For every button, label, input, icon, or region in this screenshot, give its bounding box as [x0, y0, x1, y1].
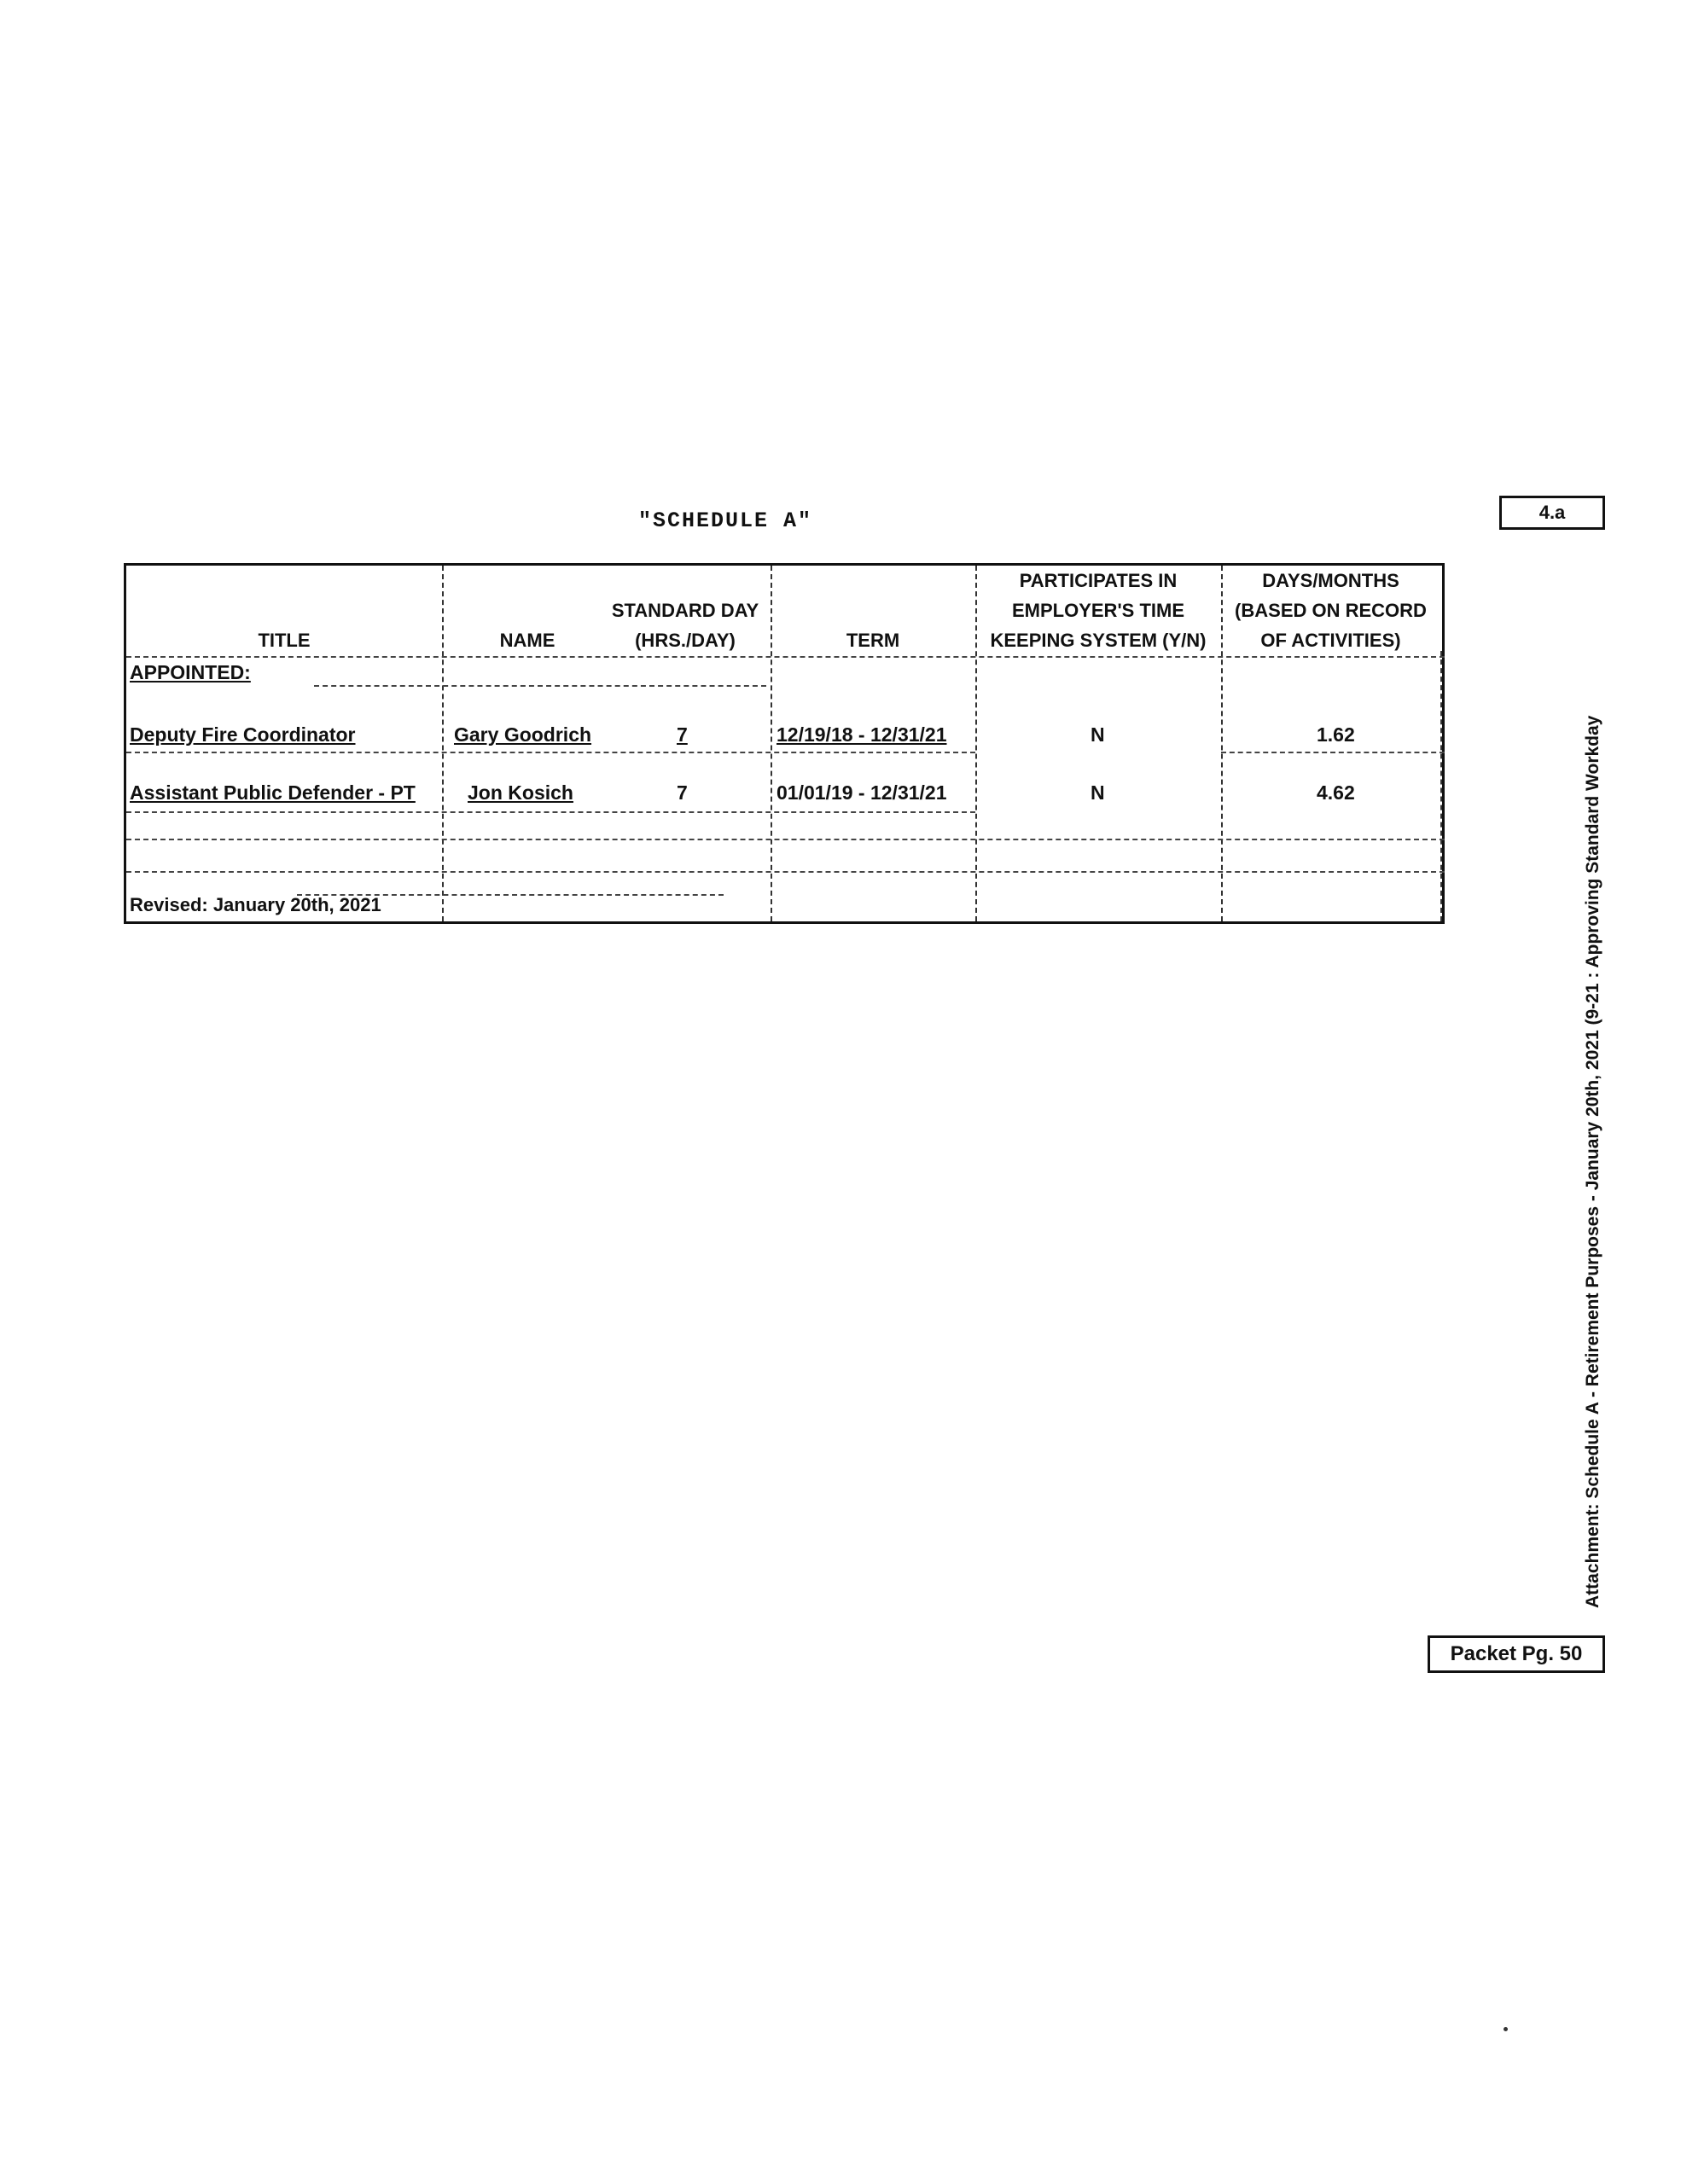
- header-participates-line-2: EMPLOYER'S TIME: [1011, 600, 1185, 621]
- header-title: TITLE: [258, 630, 311, 651]
- row-1-rule: [126, 752, 975, 753]
- row-1-name: Gary Goodrich: [454, 723, 592, 746]
- item-number-box: 4.a: [1499, 496, 1605, 530]
- header-term: TERM: [846, 630, 900, 651]
- header-standard-day: STANDARD DAY: [611, 600, 759, 621]
- header-name: NAME: [499, 630, 555, 651]
- revised-date: Revised: January 20th, 2021: [130, 894, 381, 915]
- header-standard-day-unit: (HRS./DAY): [635, 630, 736, 651]
- row-1-title: Deputy Fire Coordinator: [130, 723, 356, 746]
- section-rule: [314, 685, 766, 687]
- row-1-rule-right: [1221, 752, 1445, 753]
- schedule-table: [124, 563, 1445, 924]
- header-participates-line-1: PARTICIPATES IN: [1019, 570, 1178, 591]
- header-days-line-3: OF ACTIVITIES): [1260, 630, 1401, 651]
- row-2-standard-day: 7: [677, 781, 688, 804]
- row-2-rule: [126, 811, 975, 813]
- header-days-line-2: (BASED ON RECORD: [1235, 600, 1427, 621]
- header-days-line-1: DAYS/MONTHS: [1262, 570, 1399, 591]
- row-2-term: 01/01/19 - 12/31/21: [777, 781, 947, 804]
- row-2-title: Assistant Public Defender - PT: [130, 781, 416, 804]
- attachment-side-caption: Attachment: Schedule A - Retirement Purposes - January 20th, 2021 (9-21 : Approving Standard Workday: [1583, 715, 1602, 1608]
- header-rule: [126, 656, 1445, 658]
- empty-row-rule: [126, 871, 1445, 873]
- scan-speck: [1504, 2027, 1508, 2031]
- column-divider: [771, 566, 772, 921]
- column-divider: [442, 566, 444, 921]
- section-label-appointed: APPOINTED:: [130, 661, 251, 683]
- column-divider: [1440, 651, 1442, 921]
- packet-page-box: Packet Pg. 50: [1428, 1635, 1605, 1673]
- row-1-participates: N: [1091, 723, 1105, 746]
- row-2-participates: N: [1091, 781, 1105, 804]
- row-1-days-months: 1.62: [1317, 723, 1355, 746]
- schedule-title: "SCHEDULE A": [637, 508, 813, 533]
- row-2-days-months: 4.62: [1317, 781, 1355, 804]
- row-1-standard-day: 7: [677, 723, 688, 746]
- header-participates-line-3: KEEPING SYSTEM (Y/N): [990, 630, 1207, 651]
- empty-row-rule: [126, 839, 1445, 840]
- row-1-term: 12/19/18 - 12/31/21: [777, 723, 947, 746]
- row-2-name: Jon Kosich: [468, 781, 573, 804]
